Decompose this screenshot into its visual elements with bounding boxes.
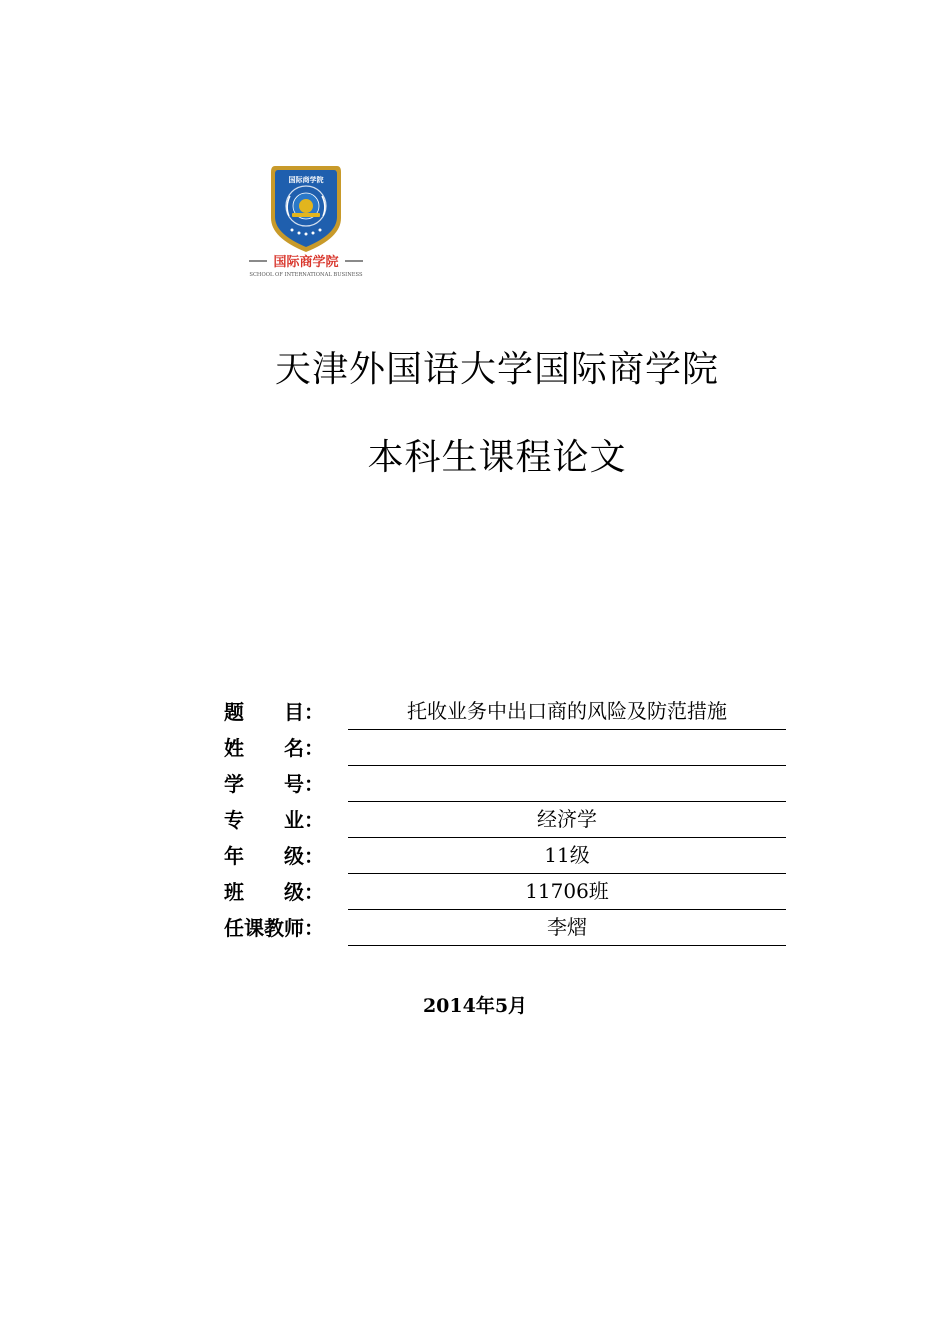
field-value-student-id bbox=[348, 766, 786, 802]
document-type-title: 本科生课程论文 bbox=[367, 437, 627, 478]
school-emblem-icon bbox=[245, 160, 367, 280]
field-label-grade: 年 级： bbox=[224, 844, 324, 868]
field-label-teacher: 任课教师： bbox=[224, 916, 324, 940]
field-label-class: 班 级： bbox=[224, 880, 324, 904]
logo-name-cn: 国际商学院 bbox=[273, 255, 339, 270]
school-logo bbox=[245, 160, 367, 280]
field-value-topic: 托收业务中出口商的风险及防范措施 bbox=[348, 694, 786, 730]
field-row-major bbox=[224, 802, 786, 838]
cover-info-form bbox=[224, 694, 786, 946]
logo-name-en: SCHOOL OF INTERNATIONAL BUSINESS bbox=[249, 272, 363, 278]
field-row-student-id bbox=[224, 766, 786, 802]
field-label-student-id: 学 号： bbox=[224, 772, 324, 796]
field-value-teacher: 李熠 bbox=[348, 910, 786, 946]
field-row-topic bbox=[224, 694, 786, 730]
university-title: 天津外国语大学国际商学院 bbox=[274, 349, 719, 390]
field-value-major: 经济学 bbox=[348, 802, 786, 838]
field-value-class: 11706班 bbox=[348, 874, 786, 910]
submission-date: 2014年5月 bbox=[422, 995, 528, 1017]
field-row-grade bbox=[224, 838, 786, 874]
shield-text: 国际商学院 bbox=[288, 176, 324, 184]
field-value-name bbox=[348, 730, 786, 766]
field-row-teacher bbox=[224, 910, 786, 946]
field-row-class bbox=[224, 874, 786, 910]
field-row-name bbox=[224, 730, 786, 766]
field-label-major: 专 业： bbox=[224, 808, 324, 832]
field-value-grade: 11级 bbox=[348, 838, 786, 874]
field-label-name: 姓 名： bbox=[224, 736, 324, 760]
field-label-topic: 题 目： bbox=[224, 700, 324, 724]
